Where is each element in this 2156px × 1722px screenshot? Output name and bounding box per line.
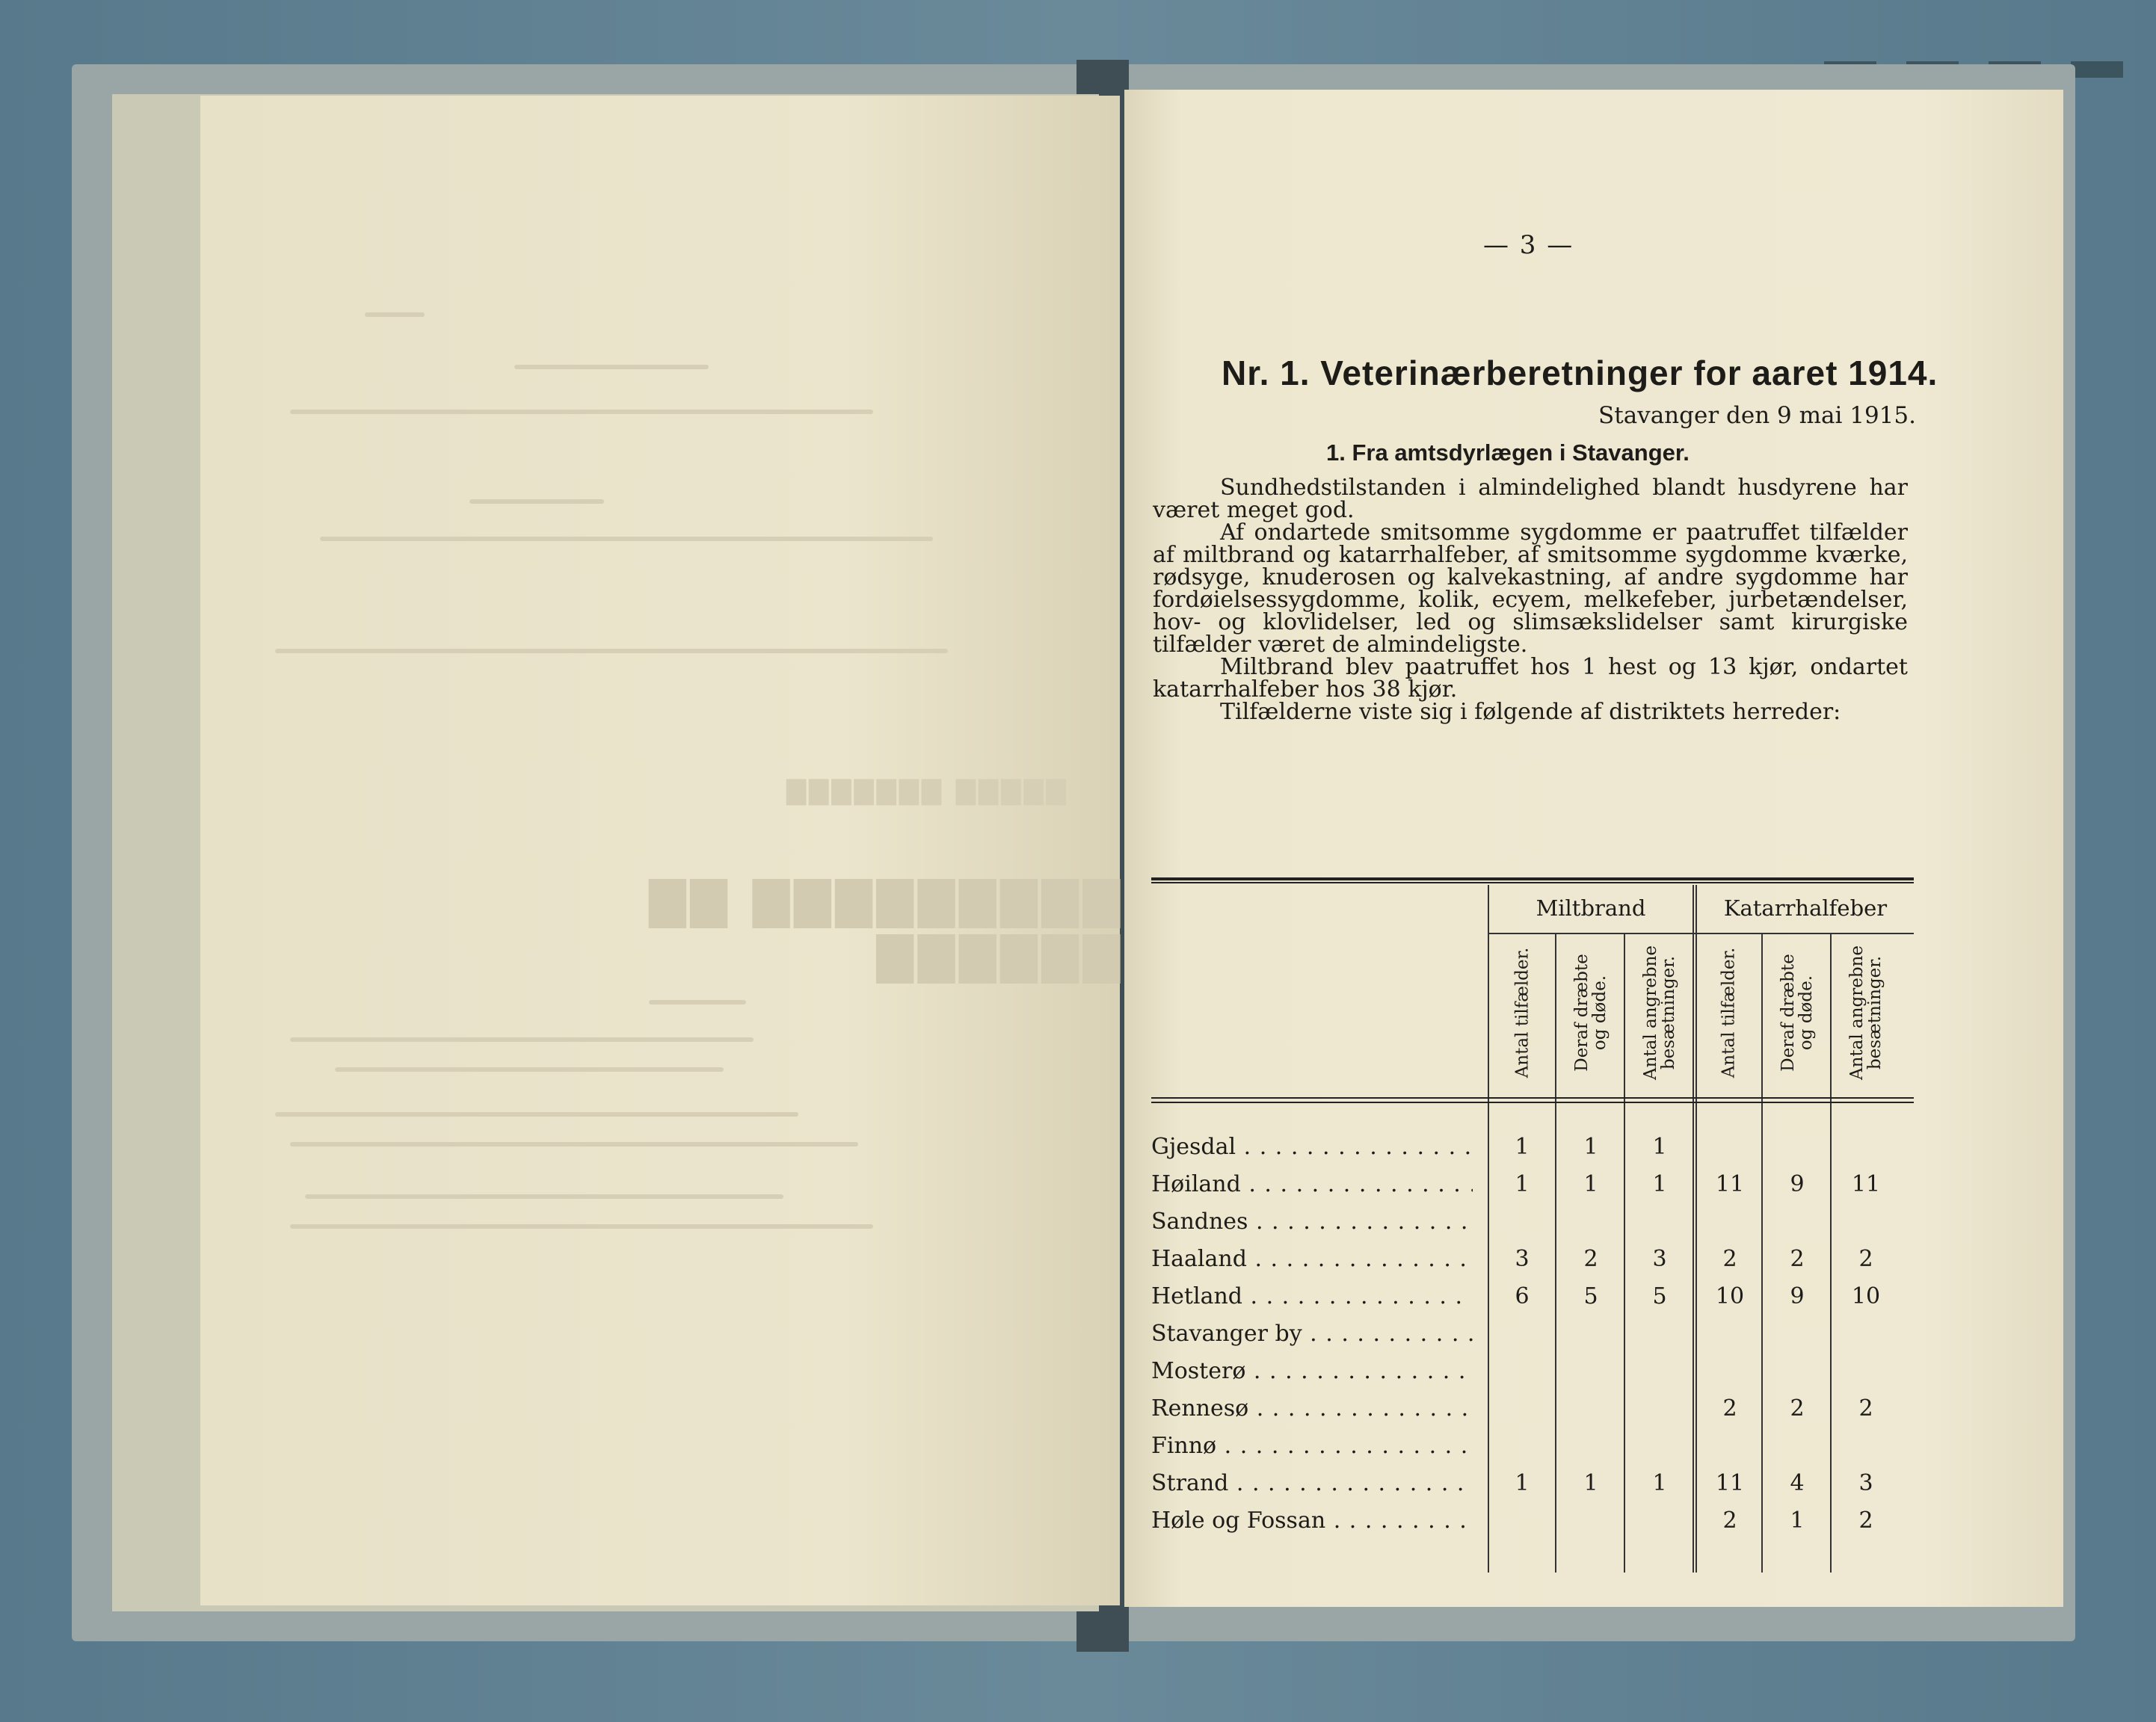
- table-row: [1151, 1390, 1914, 1428]
- district-name: Høiland . . .: [1151, 1166, 1473, 1203]
- district-name: Strand . . .: [1151, 1465, 1473, 1502]
- paragraph: Sundhedstilstanden i almindelighed blandt husdyrene har været meget god.: [1153, 475, 1908, 523]
- show-through-mark: [290, 1037, 754, 1042]
- table-cell: 10: [1851, 1283, 1881, 1309]
- paragraph: Tilfælderne viste sig i følgende af distriktets herreder:: [1220, 699, 1841, 725]
- table-top-rule: [1151, 877, 1914, 880]
- table-cell: 1: [1515, 1470, 1530, 1496]
- table-cell: 1: [1515, 1134, 1530, 1160]
- show-through-mark: [335, 1067, 724, 1072]
- table-cell: 2: [1722, 1507, 1737, 1534]
- table-cell: 11: [1715, 1470, 1745, 1496]
- table-cell: 2: [1722, 1246, 1737, 1272]
- col-header-cases: Antal tilfælder.: [1512, 947, 1533, 1078]
- table-cell: 10: [1715, 1283, 1745, 1309]
- table-cell: 2: [1858, 1246, 1873, 1272]
- table-cell: 9: [1790, 1171, 1805, 1197]
- table-cell: 3: [1858, 1470, 1873, 1496]
- table-cell: 2: [1858, 1507, 1873, 1534]
- district-name: Finnø . . .: [1151, 1428, 1473, 1465]
- right-page: [1124, 90, 2063, 1607]
- table-cell: 5: [1652, 1283, 1667, 1309]
- show-through-mark: [305, 1194, 783, 1199]
- col-header-herds: Antal angrebne besætninger.: [1641, 945, 1679, 1081]
- table-row: [1151, 1129, 1914, 1166]
- table-row: [1151, 1315, 1914, 1353]
- table-cell: 6: [1515, 1283, 1530, 1309]
- show-through-mark: [275, 649, 948, 653]
- table-cell: 2: [1790, 1246, 1805, 1272]
- col-header-killed-dead: Deraf dræbte og døde.: [1572, 954, 1610, 1072]
- table-cell: 5: [1583, 1283, 1598, 1309]
- group-header-katarrhalfeber: Katarrhalfeber: [1723, 895, 1888, 921]
- table-row: [1151, 1166, 1914, 1203]
- table-cell: 4: [1790, 1470, 1805, 1496]
- report-title: Nr. 1. Veterinærberetninger for aaret 1914.: [1222, 354, 1938, 392]
- table-cell: 1: [1583, 1171, 1598, 1197]
- table-cell: 1: [1652, 1134, 1667, 1160]
- place-date: Stavanger den 9 mai 1915.: [1598, 402, 1916, 429]
- table-cell: 1: [1515, 1171, 1530, 1197]
- table-row: [1151, 1502, 1914, 1540]
- table-row: [1151, 1353, 1914, 1390]
- paragraph: Miltbrand blev paatruffet hos 1 hest og 13 kjør, ondartet katarrhalfeber hos 38 kjør.: [1153, 654, 1908, 703]
- col-header-cases: Antal tilfælder.: [1719, 947, 1739, 1078]
- table-cell: 9: [1790, 1283, 1805, 1309]
- district-name: Sandnes . . .: [1151, 1203, 1473, 1241]
- body-text: [1153, 477, 1908, 723]
- table-cell: 1: [1652, 1171, 1667, 1197]
- district-name: Mosterø . . .: [1151, 1353, 1473, 1390]
- show-through-mark: [275, 1112, 798, 1117]
- show-through-mark: [290, 410, 873, 414]
- table-row: [1151, 1278, 1914, 1315]
- page-number: — 3 —: [1483, 230, 1574, 260]
- table-row: [1151, 1465, 1914, 1502]
- table-cell: 2: [1858, 1395, 1873, 1422]
- paragraph: Af ondartede smitsomme sygdomme er paatruffet tilfælder af miltbrand og katarrhalfeber, af smitsomme sygdomme kværke, rødsyge, knuderosen og kalvekastning, af andre sygdomme har fordøielsessygdomme, kolik, ecyem, melkefeber, jurbetændelser, hov- og klovlidelser, led og slimsækslidelser samt kirurgiske tilfælder været de almindeligste.: [1153, 519, 1908, 658]
- show-through-mark: [514, 365, 709, 369]
- table-cell: 11: [1851, 1171, 1881, 1197]
- table-cell: 1: [1790, 1507, 1805, 1534]
- district-name: Stavanger by . . .: [1151, 1315, 1473, 1353]
- table-cell: 2: [1722, 1395, 1737, 1422]
- group-header-miltbrand: Miltbrand: [1536, 895, 1646, 921]
- table-cell: 1: [1652, 1470, 1667, 1496]
- left-page: [200, 96, 1120, 1605]
- table-cell: 11: [1715, 1171, 1745, 1197]
- show-through-mark: [320, 537, 933, 541]
- table-cell: 3: [1652, 1246, 1667, 1272]
- show-through-mark: [290, 1224, 873, 1229]
- show-through-mark: [290, 1142, 858, 1147]
- table-cell: 2: [1790, 1395, 1805, 1422]
- show-through-heading-large: ▇▇▇▇▇▇▇▇▇ ▇▇ ▇▇▇▇▇▇: [644, 873, 1120, 984]
- table-cell: 2: [1583, 1246, 1598, 1272]
- show-through-mark: [365, 312, 425, 317]
- table-cell: 1: [1583, 1470, 1598, 1496]
- show-through-mark: [469, 499, 604, 504]
- table-cell: 1: [1583, 1134, 1598, 1160]
- col-header-herds: Antal angrebne besætninger.: [1847, 945, 1885, 1081]
- district-name: Rennesø . . .: [1151, 1390, 1473, 1428]
- section-title: 1. Fra amtsdyrlægen i Stavanger.: [1326, 439, 1690, 466]
- district-name: Gjesdal . . .: [1151, 1129, 1473, 1166]
- table-row: [1151, 1241, 1914, 1278]
- show-through-mark: [649, 1000, 746, 1004]
- show-through-heading: ▇▇▇▇▇ ▇▇▇▇▇▇▇: [783, 776, 1066, 806]
- table-row: [1151, 1203, 1914, 1241]
- district-name: Høle og Fossan . . .: [1151, 1502, 1473, 1540]
- district-name: Hetland . . .: [1151, 1278, 1473, 1315]
- table-top-rule: [1151, 882, 1914, 883]
- district-name: Haaland . . .: [1151, 1241, 1473, 1278]
- table-cell: 3: [1515, 1246, 1530, 1272]
- col-header-killed-dead: Deraf dræbte og døde.: [1778, 954, 1816, 1072]
- table-row: [1151, 1428, 1914, 1465]
- header-bottom-rule: [1151, 1097, 1914, 1099]
- header-bottom-rule: [1151, 1102, 1914, 1103]
